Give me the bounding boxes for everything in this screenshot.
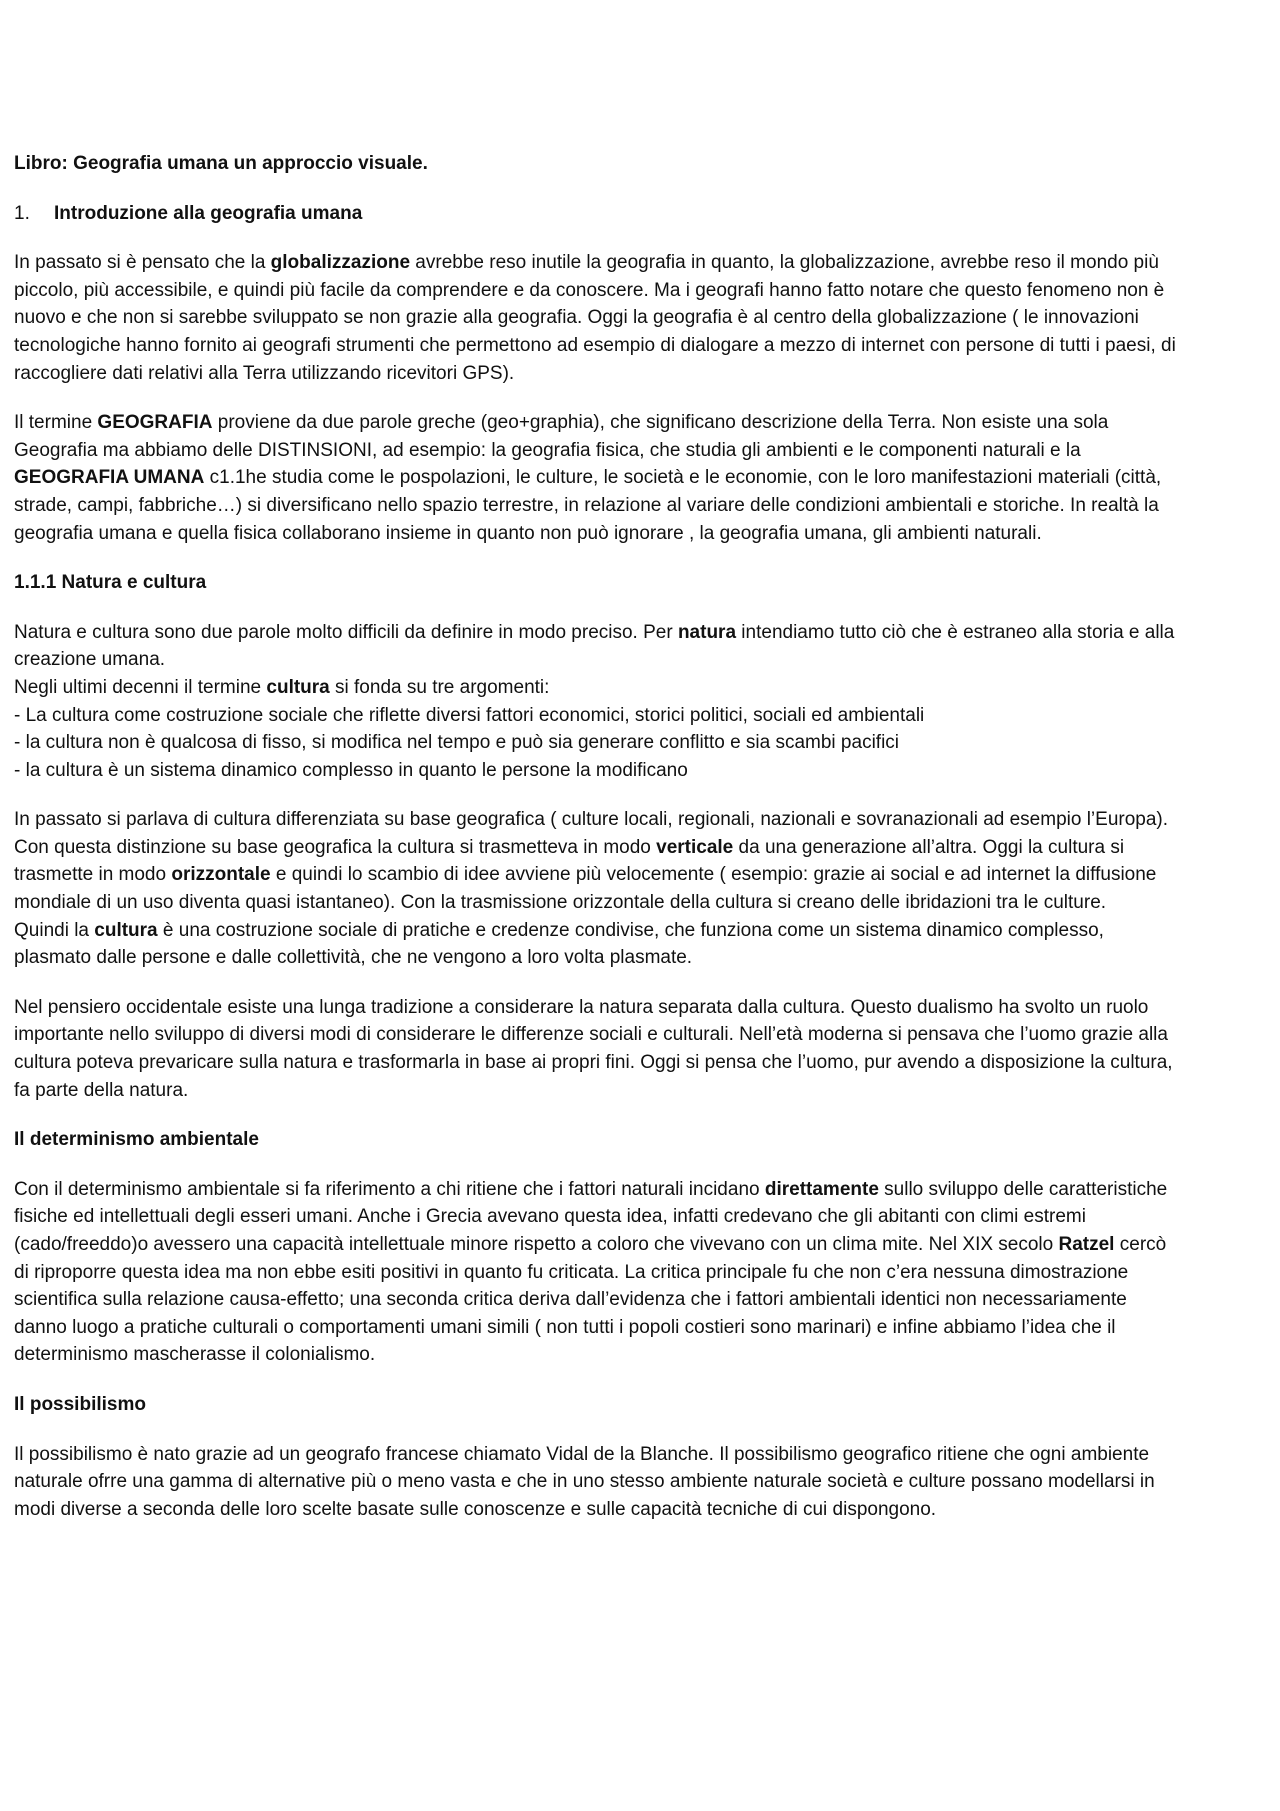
bold-term: cultura [94,919,158,941]
bold-term: globalizzazione [270,252,411,274]
bold-term: orizzontale [171,864,271,886]
paragraph-possibilismo: Il possibilismo è nato grazie ad un geografo francese chiamato Vidal de la Blanche. Il possibilismo geografico ritiene che ogni ambiente naturale ofrre una gamma di alternative più o meno vasta e che in uno stesso ambiente naturale società e culture possano modellarsi in modi diverse a seconda delle loro scelte basate sulle conoscenze e sulle capacità tecniche di cui dispongono. [14,1443,1155,1520]
text-run: da una generazione all’altra. Oggi la cultura si trasmette in modo [14,836,1125,886]
bold-term: GEOGRAFIA UMANA [14,467,205,489]
text-run: è una costruzione sociale di pratiche e credenze condivise, che funziona come un sistema dinamico complesso, plasmato dalle persone e dalle collettività, che ne vengono a loro volta plasmate. [14,919,1104,969]
chapter-number: 1. [14,202,30,224]
text-run: e quindi lo scambio di idee avviene più velocemente ( esempio: grazie ai social e ad internet la diffusione mondiale di un uso diventa quasi istantaneo). Con la trasmissione orizzontale della cultura si creano delle ibridazioni tra le culture. [14,864,1157,914]
paragraph-geografia [14,409,1184,547]
list-item: - La cultura come costruzione sociale che riflette diversi fattori economici, storici politici, sociali ed ambientali [14,704,925,726]
paragraph-determinismo [14,1176,1184,1369]
text-run: Con il determinismo ambientale si fa riferimento a chi ritiene che i fattori naturali incidano [14,1178,765,1200]
text-run: cercò di riproporre questa idea ma non ebbe esiti positivi in quanto fu criticata. La critica principale fu che non c’era nessuna dimostrazione scientifica sulla relazione causa-effetto; una seconda critica deriva dall’evidenza che i fattori ambientali identici non necessariamente danno luogo a pratiche culturali o comportamenti umani simili ( non tutti i popoli costieri sono marinari) e infine abbiamo l’idea che il determinismo mascherasse il colonialismo. [14,1234,1167,1366]
list-item: - la cultura non è qualcosa di fisso, si modifica nel tempo e può sia generare conflitto e sia scambi pacifici [14,732,900,754]
paragraph-natura-cultura [14,619,1184,785]
text-run: c1.1he studia come le pospolazioni, le culture, le società e le economie, con le loro manifestazioni materiali (città, strade, campi, fabbriche…) si diversificano nello spazio terrestre, in relazione al variare delle condizioni ambientali e storiche. In realtà la geografia umana e quella fisica collaborano insieme in quanto non può ignorare , la geografia umana, gli ambienti naturali. [14,467,1162,544]
text-run: Negli ultimi decenni il termine [14,676,267,698]
section-heading-possibilismo: Il possibilismo [14,1393,146,1415]
text-run: In passato si parlava di cultura differenziata su base geografica ( culture locali, regionali, nazionali e sovranazionali ad esempio l’Europa). Con questa distinzione su base geografica la cultura si trasmetteva in modo [14,809,1169,858]
text-run: avrebbe reso inutile la geografia in quanto, la globalizzazione, avrebbe reso il mondo più piccolo, più accessibile, e quindi più facile da comprendere e da conoscere. Ma i geografi hanno fatto notare che questo fenomeno non è nuovo e che non si sarebbe sviluppato se non grazie alla geografia. Oggi la geografia è al centro della globalizzazione ( le innovazioni tecnologiche hanno fornito ai geografi strumenti che permettono ad esempio di dialogare a mezzo di internet con persone di tutti i paesi, di raccogliere dati relativi alla Terra utilizzando ricevitori GPS). [14,252,1176,384]
section-heading-determinismo: Il determinismo ambientale [14,1129,259,1151]
list-item: - la cultura è un sistema dinamico complesso in quanto le persone la modificano [14,759,688,781]
bold-term: natura [677,621,737,643]
text-run: Quindi la [14,919,95,941]
book-title: Libro: Geografia umana un approccio visuale. [14,153,428,174]
bold-term: GEOGRAFIA [97,412,213,434]
text-run: proviene da due parole greche (geo+graphia), che significano descrizione della Terra. Non esiste una sola Geografia ma abbiamo delle DISTINSIONI, ad esempio: la geografia fisica, che studia gli ambienti e le componenti naturali e la [14,412,1109,461]
text-run: si fonda su tre argomenti: [329,676,550,698]
text-run: Il termine [14,412,98,434]
bold-term: Ratzel [1058,1234,1115,1255]
bold-term: verticale [656,836,734,858]
chapter-title: Introduzione alla geografia umana [54,202,363,224]
text-run: In passato si è pensato che la [14,252,271,274]
text-run: intendiamo tutto ciò che è estraneo alla storia e alla creazione umana. [14,621,1175,671]
bold-term: cultura [266,676,330,698]
paragraph-dualismo: Nel pensiero occidentale esiste una lunga tradizione a considerare la natura separata dalla cultura. Questo dualismo ha svolto un ruolo importante nello sviluppo di diversi modi di considerare le differenze sociali e culturali. Nell’età moderna si pensava che l’uomo grazie alla cultura poteva prevaricare sulla natura e trasformarla in base ai propri fini. Oggi si pensa che l’uomo, pur avendo a disposizione la cultura, fa parte della natura. [14,996,1173,1101]
document-page [14,150,1184,1545]
paragraph-trasmissione-cultura [14,806,1184,972]
bold-term: direttamente [764,1178,879,1200]
text-run: Natura e cultura sono due parole molto difficili da definire in modo preciso. Per [14,621,678,643]
text-run: sullo sviluppo delle caratteristiche fisiche ed intellettuali degli esseri umani. Anche i Grecia avevano questa idea, infatti credevano che gli abitanti con climi estremi (cado/freeddo)o avessero una capacità intellettuale minore rispetto a coloro che vivevano con un clima mite. Nel XIX secolo [14,1178,1168,1255]
paragraph-globalizzazione [14,249,1184,387]
section-heading-natura-cultura: 1.1.1 Natura e cultura [14,572,207,594]
chapter-heading [14,200,1184,228]
